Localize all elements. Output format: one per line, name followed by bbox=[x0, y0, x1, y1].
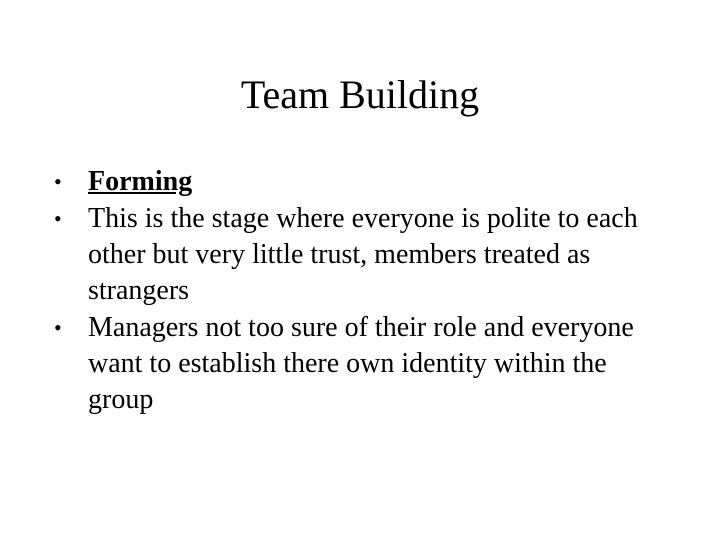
bullet-item-stage-description bbox=[54, 201, 674, 309]
bullet-text-forming: Forming bbox=[88, 166, 193, 197]
bullet-icon: • bbox=[54, 206, 62, 231]
bullet-icon: • bbox=[54, 169, 62, 194]
bullet-icon: • bbox=[54, 315, 62, 340]
bullet-item-forming bbox=[54, 164, 674, 200]
bullet-text-stage-description: This is the stage where everyone is polite to each other but very little trust, members treated as strangers bbox=[88, 203, 638, 306]
bullet-item-managers bbox=[54, 310, 674, 418]
bullet-text-managers: Managers not too sure of their role and everyone want to establish there own identity within the group bbox=[88, 312, 634, 415]
bullet-list bbox=[54, 164, 674, 419]
slide-title: Team Building bbox=[240, 72, 480, 117]
